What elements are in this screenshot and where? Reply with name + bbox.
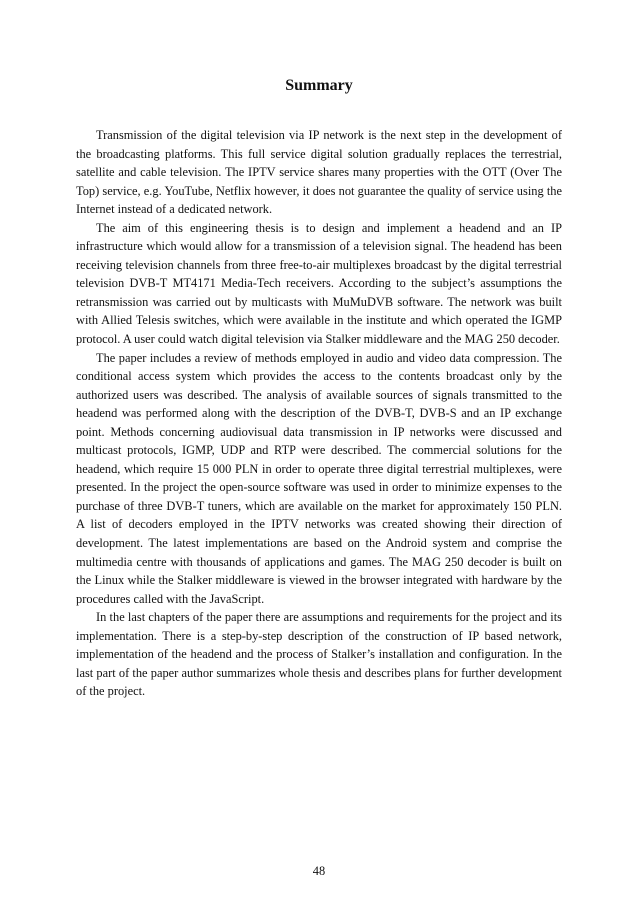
page-number: 48 [312,864,326,878]
paragraph-intro: Transmission of the digital television via IP network is the next step in the development of the broadcasting platforms. This full service digital solution gradually replaces the terrestrial, satellite and cable television. The IPTV service shares many properties with the OTT (Over The Top) service, e.g. YouTube, Netflix however, it does not guarantee the quality of service using the Internet instead of a dedicated network. [76,128,562,217]
paragraph-conclusion: In the last chapters of the paper there are assumptions and requirements for the project and its implementation. There is a step-by-step description of the construction of IP based network, implementation of the headend and the process of Stalker’s installation and configuration. In the last part of the paper author summarizes whole thesis and describes plans for further development of the project. [76,610,562,699]
page-title: Summary [285,77,353,94]
paragraph-aim: The aim of this engineering thesis is to design and implement a headend and an IP infrastructure which would allow for a transmission of a television signal. The headend has been receiving television channels from three free-to-air multiplexes broadcast by the digital terrestrial television DVB-T MT4171 Media-Tech receivers. According to the subject’s assumptions the retransmission was carried out by multicasts with MuMuDVB software. The network was built with Allied Telesis switches, which were available in the institute and which operated the IGMP protocol. A user could watch digital television via Stalker middleware and the MAG 250 decoder. [76,220,562,347]
paragraph-review: The paper includes a review of methods employed in audio and video data compression. The conditional access system which provides the access to the contents broadcast only by the authorized users was described. The analysis of available sources of signals transmitted to the headend was performed along with the description of the DVB-T, DVB-S and an IP exchange point. Methods concerning audiovisual data transmission in IP networks were discussed and multicast protocols, IGMP, UDP and RTP were described. The commercial solutions for the headend, which require 15 000 PLN in order to operate three digital terrestrial multiplexes, were presented. In the project the open-source software was used in order to minimize expenses to the purchase of three DVB-T tuners, which are available on the market for approximately 150 PLN. A list of decoders employed in the IPTV networks was created showing their direction of development. The latest implementations are based on the Android system and comprise the multimedia centre with thousands of applications and games. The MAG 250 decoder is built on the Linux while the Stalker middleware is viewed in the browser integrated with hardware by the procedures called with the JavaScript. [76,350,562,606]
summary-body [76,126,562,701]
